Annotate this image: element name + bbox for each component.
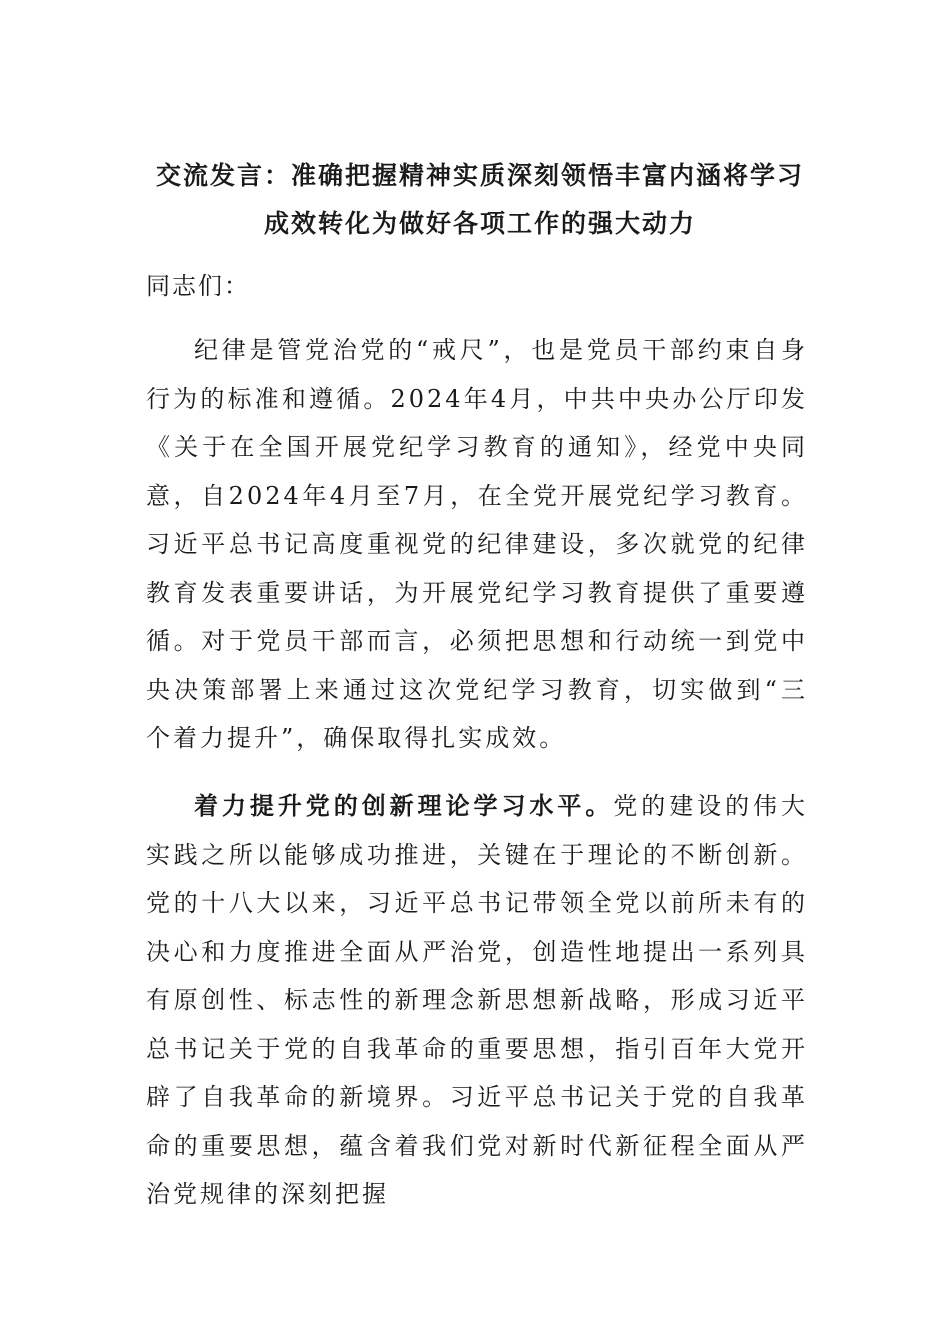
paragraph-theory-lead: 着力提升党的创新理论学习水平。 xyxy=(194,792,614,820)
paragraph-intro xyxy=(146,326,808,763)
salutation: 同志们： xyxy=(146,272,250,300)
paragraph-theory-text: 党的建设的伟大实践之所以能够成功推进，关键在于理论的不断创新。党的十八大以来，习近平总书记带领全党以前所未有的决心和力度推进全面从严治党，创造性地提出一系列具有原创性、标志性的新理念新思想新战略，形成习近平总书记关于党的自我革命的重要思想，指引百年大党开辟了自我革命的新境界。习近平总书记关于党的自我革命的重要思想，蕴含着我们党对新时代新征程全面从严治党规律的深刻把握 xyxy=(146,792,809,1208)
paragraph-theory xyxy=(146,782,808,1219)
document-title: 交流发言：准确把握精神实质深刻领悟丰富内涵将学习成效转化为做好各项工作的强大动力 xyxy=(155,161,804,238)
paragraph-intro-text: 纪律是管党治党的“戒尺”，也是党员干部约束自身行为的标准和遵循。2024年4月，中共中央办公厅印发《关于在全国开展党纪学习教育的通知》，经党中央同意，自2024年4月至7月，在全党开展党纪学习教育。习近平总书记高度重视党的纪律建设，多次就党的纪律教育发表重要讲话，为开展党纪学习教育提供了重要遵循。对于党员干部而言，必须把思想和行动统一到党中央决策部署上来通过这次党纪学习教育，切实做到“三个着力提升”，确保取得扎实成效。 xyxy=(146,336,808,752)
